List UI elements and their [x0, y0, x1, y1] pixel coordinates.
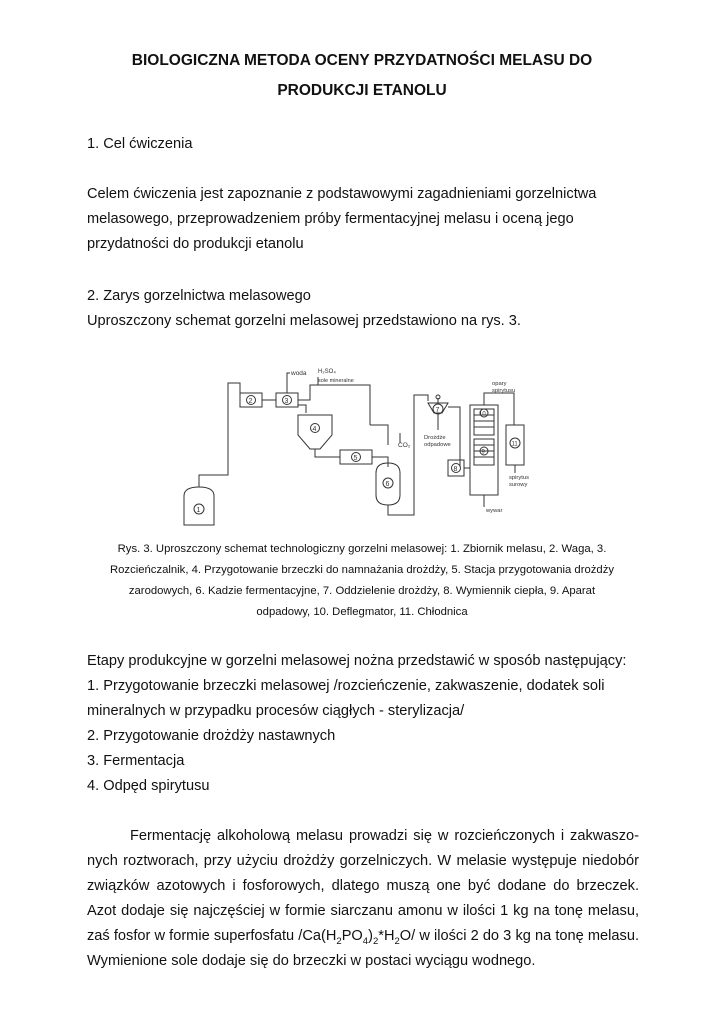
distillery-diagram: [170, 355, 560, 535]
fermentation-vat-6: [376, 463, 400, 505]
label-h2so4: H₂SO₄: [318, 369, 336, 375]
caption-line: odpadowy, 10. Deflegmator, 11. Chłodnica: [256, 606, 468, 618]
cooler-11: [506, 425, 524, 465]
label-drozdze1: Drożdże: [424, 435, 446, 441]
yeast-station-5: [340, 450, 372, 464]
scale-2: [240, 393, 262, 407]
diluter-3: [276, 393, 298, 407]
stage-item: mineralnych w przypadku procesów ciągłych - sterylizacja/: [87, 703, 465, 719]
formula-sub: 4: [362, 935, 369, 947]
label-co2: CO₂: [398, 442, 411, 449]
section1-line: Celem ćwiczenia jest zapoznanie z podstawowymi zagadnieniami gorzelnictwa: [87, 186, 597, 202]
tank-1: [184, 487, 214, 525]
para-line: związków azotowych i fosforowych, dlatego muszą one być dodane do brzeczek.: [87, 878, 639, 894]
section1-line: melasowego, przeprowadzeniem próby fermentacyjnej melasu i oceną jego: [87, 211, 574, 227]
stage-item: 1. Przygotowanie brzeczki melasowej /rozcieńczenie, zakwaszenie, dodatek soli: [87, 678, 605, 694]
title-line-2: PRODUKCJI ETANOLU: [277, 82, 447, 99]
heat-exchanger-8: [448, 460, 464, 476]
formula-sub: 2: [394, 935, 400, 947]
label-drozdze2: odpadowe: [424, 442, 451, 448]
para-line: Wymienione sole dodaje się do brzeczki w postaci wyciągu wodnego.: [87, 953, 536, 969]
label-6: 6: [385, 481, 390, 488]
label-spiryt2: surowy: [509, 482, 528, 488]
caption-line: Rozcieńczalnik, 4. Przygotowanie brzeczki do namnażania drożdży, 5. Stacja przygotowania drożdży: [109, 564, 614, 576]
fermentation-paragraph: [87, 824, 639, 974]
formula-text: ): [368, 928, 373, 944]
label-11: 11: [511, 441, 518, 448]
wort-prep-4: [298, 415, 332, 449]
section1-line: przydatności do produkcji etanolu: [87, 236, 304, 252]
para-line: Azot dodaje się najczęściej w formie siarczanu amonu w ilości 1 kg na tonę melasu,: [87, 903, 639, 919]
label-woda: woda: [291, 370, 307, 377]
formula-text: *H: [378, 928, 395, 944]
stages-list: [87, 674, 647, 799]
section1-heading: 1. Cel ćwiczenia: [87, 136, 193, 152]
column-9-10: [470, 405, 498, 495]
label-wywar: wywar: [486, 508, 503, 514]
label-9: 9: [481, 449, 485, 456]
centrifuge-7: [428, 395, 448, 414]
label-3: 3: [284, 398, 289, 405]
stage-item: 2. Przygotowanie drożdży nastawnych: [87, 728, 336, 744]
formula-sub: 2: [336, 935, 342, 947]
label-5: 5: [353, 455, 358, 462]
label-spiryt1: spirytus: [509, 475, 529, 481]
label-2: 2: [248, 398, 253, 405]
formula-text: O/ w ilości 2 do 3 kg na tonę melasu.: [399, 928, 639, 944]
label-10: 10: [479, 411, 486, 418]
stage-item: 4. Odpęd spirytusu: [87, 778, 210, 794]
label-7: 7: [435, 407, 440, 414]
caption-line: zarodowych, 6. Kadzie fermentacyjne, 7. Oddzielenie drożdży, 8. Wymiennik ciepła, 9. Aparat: [128, 585, 596, 597]
document-title: [60, 46, 664, 106]
stages-intro: Etapy produkcyjne w gorzelni melasowej nożna przedstawić w sposób następujący:: [87, 653, 627, 669]
label-pary2: spirytusu: [492, 388, 516, 394]
formula-sub: 2: [372, 935, 379, 947]
title-line-1: BIOLOGICZNA METODA OCENY PRZYDATNOŚCI MELASU DO: [131, 52, 593, 69]
formula-text: PO: [341, 928, 363, 944]
label-1: 1: [196, 507, 201, 514]
label-4: 4: [312, 426, 317, 433]
label-8: 8: [453, 466, 458, 473]
formula-text: zaś fosfor w formie superfosfatu /Ca(H: [87, 928, 337, 944]
para-line: nych roztworach, przy użyciu drożdży gorzelniczych. W melasie występuje niedobór: [87, 853, 639, 869]
section1-body: [87, 182, 647, 257]
section2-heading: 2. Zarys gorzelnictwa melasowego: [87, 288, 311, 304]
formula-line: [87, 924, 639, 949]
figure-caption: [86, 539, 638, 623]
label-pary1: opary: [492, 381, 507, 387]
section2-intro: Uproszczony schemat gorzelni melasowej przedstawiono na rys. 3.: [87, 313, 521, 329]
stage-item: 3. Fermentacja: [87, 753, 185, 769]
label-sole: sole mineralne: [318, 378, 354, 384]
para-line: Fermentację alkoholową melasu prowadzi się w rozcieńczonych i zakwaszo-: [130, 828, 639, 844]
caption-line: Rys. 3. Uproszczony schemat technologiczny gorzelni melasowej: 1. Zbiornik melasu, 2. Waga, 3.: [117, 543, 607, 555]
